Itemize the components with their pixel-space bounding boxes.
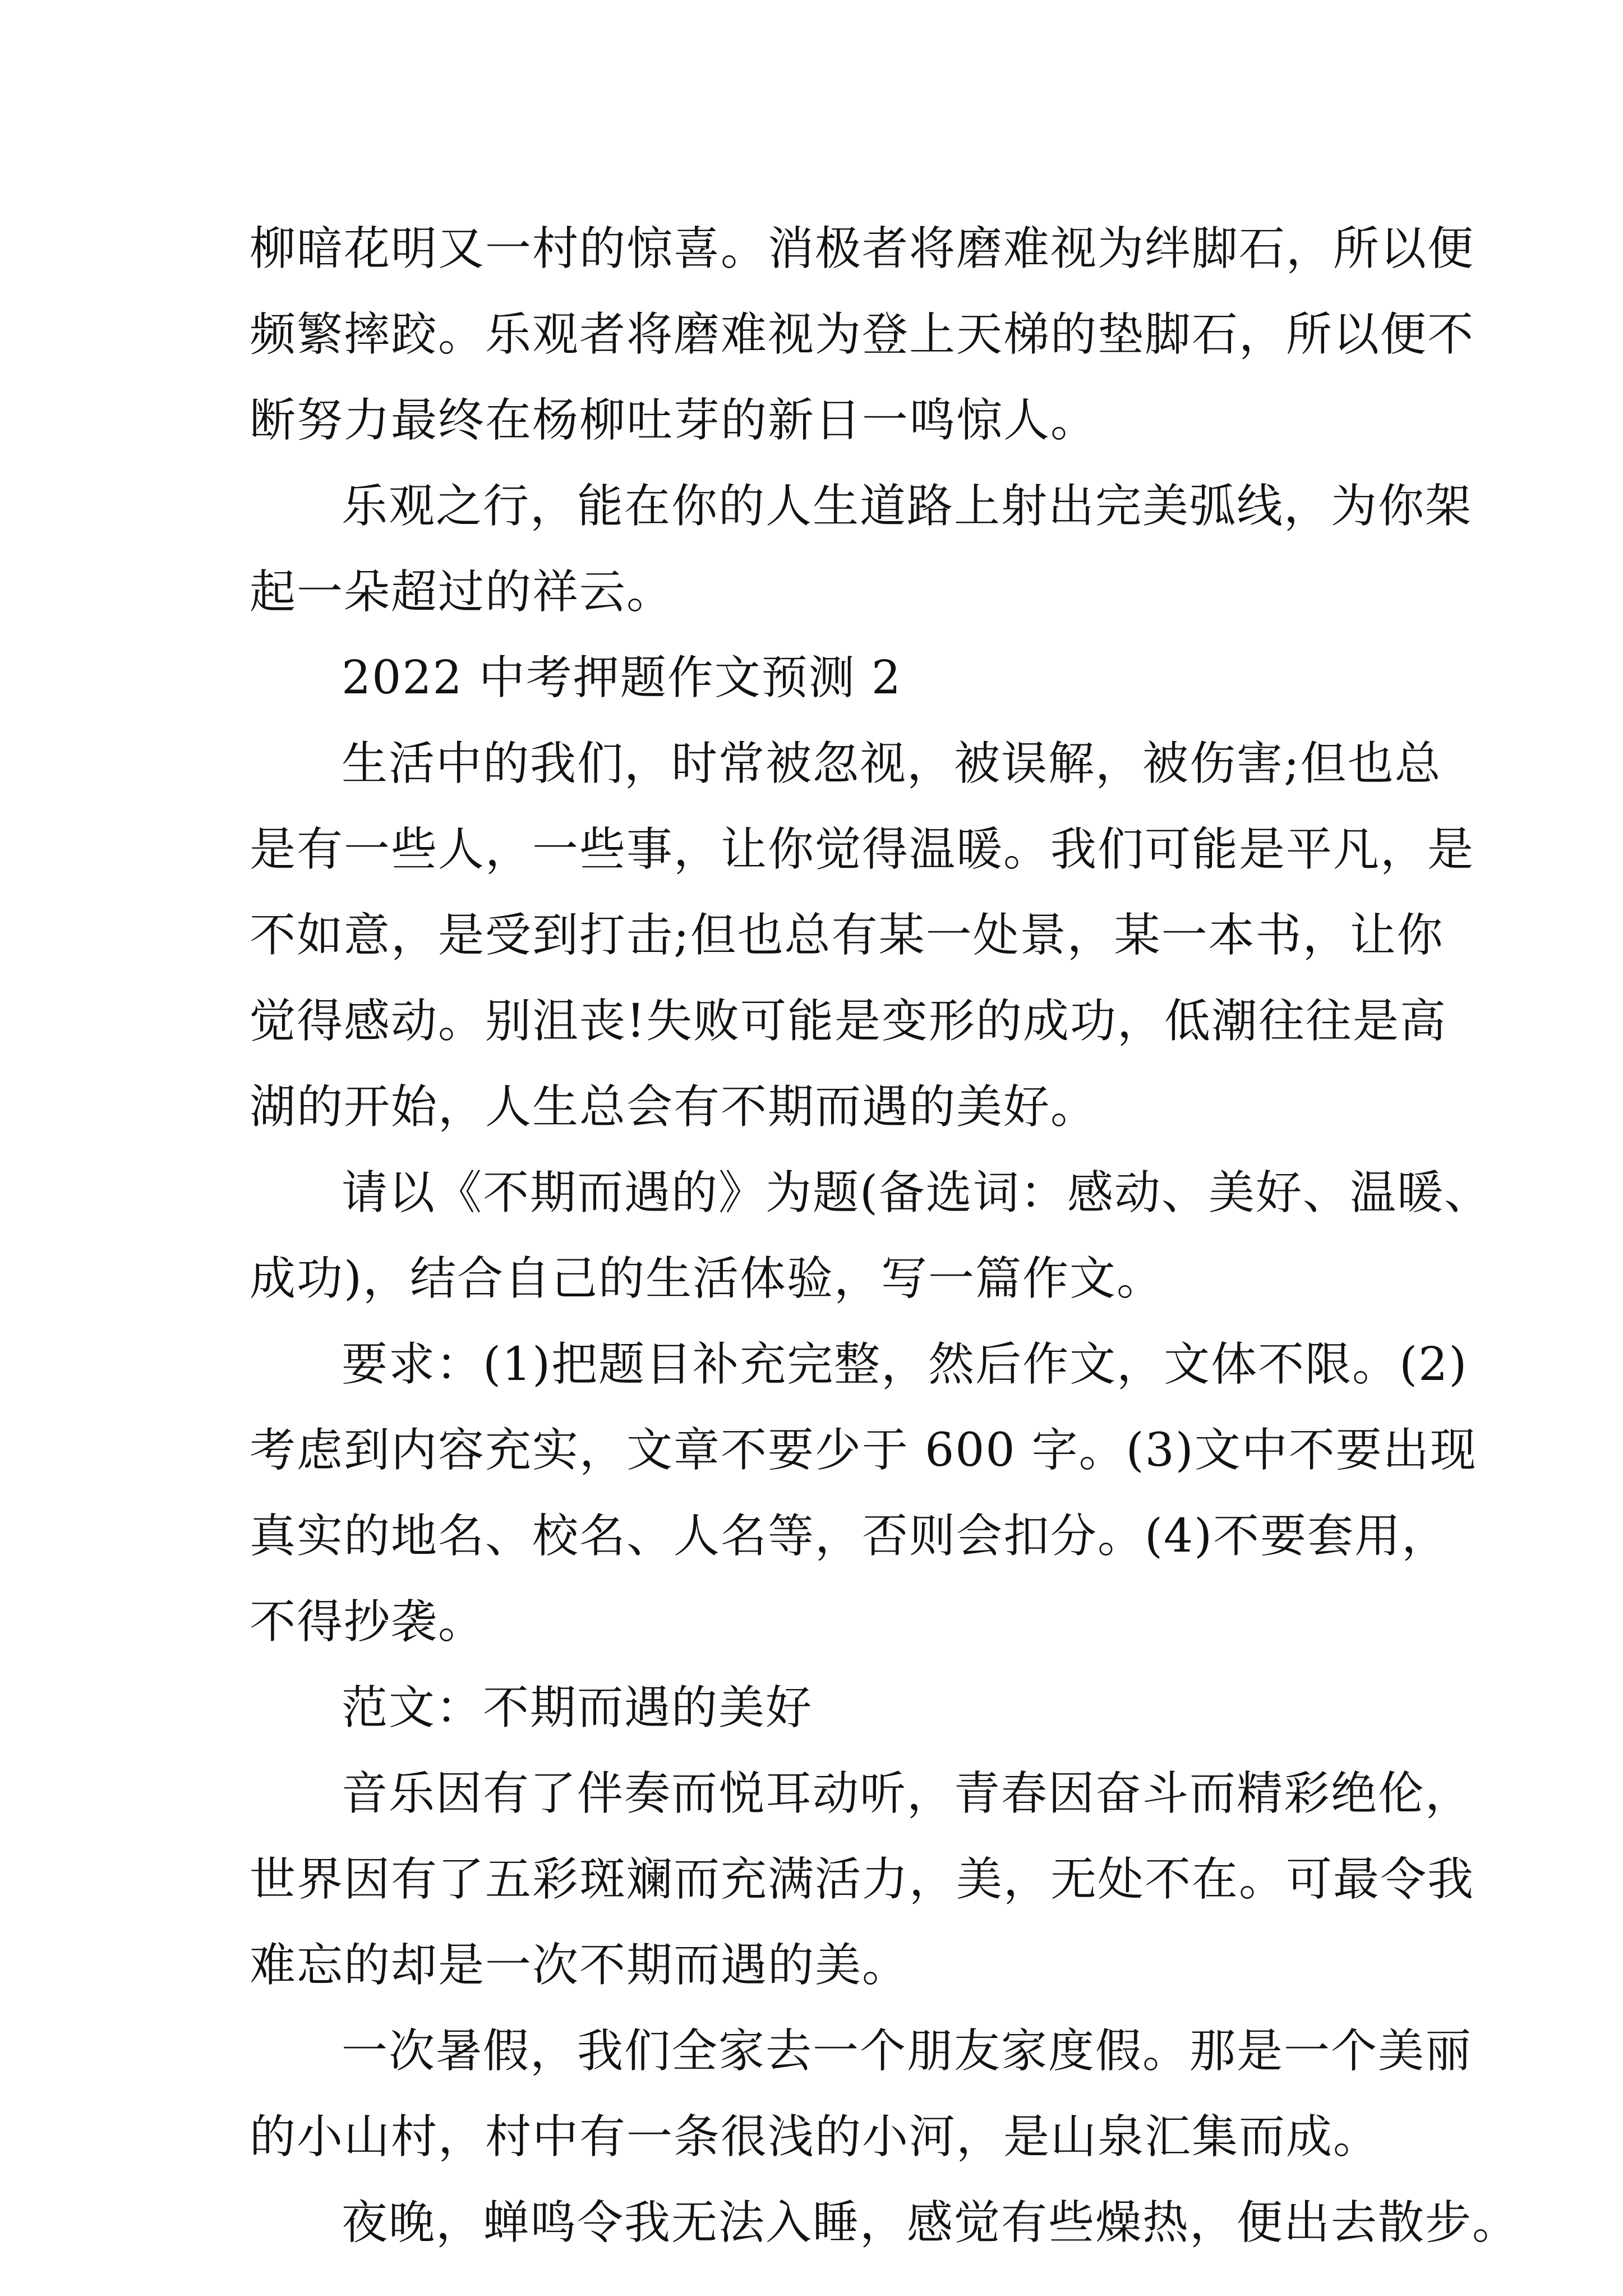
text-line: 音乐因有了伴奏而悦耳动听，青春因奋斗而精彩绝伦，	[342, 1767, 1473, 1820]
text-line: 请以《不期而遇的》为题(备选词：感动、美好、温暖、	[342, 1166, 1491, 1220]
text-line: 真实的地名、校名、人名等，否则会扣分。(4)不要套用，	[250, 1510, 1449, 1563]
text-line: 频繁摔跤。乐观者将磨难视为登上天梯的垫脚石，所以便不	[250, 308, 1475, 361]
text-line: 不得抄袭。	[250, 1595, 486, 1649]
text-line: 的小山村，村中有一条很浅的小河，是山泉汇集而成。	[250, 2110, 1381, 2164]
text-line: 不如意，是受到打击;但也总有某一处景，某一本书，让你	[250, 909, 1444, 962]
text-line: 世界因有了五彩斑斓而充满活力，美，无处不在。可最令我	[250, 1853, 1475, 1906]
text-line: 2022 中考押题作文预测 2	[342, 651, 902, 705]
text-line: 柳暗花明又一村的惊喜。消极者将磨难视为绊脚石，所以便	[250, 222, 1475, 275]
text-line: 乐观之行，能在你的人生道路上射出完美弧线，为你架	[342, 480, 1473, 533]
text-line: 夜晚，蝉鸣令我无法入睡，感觉有些燥热，便出去散步。	[342, 2196, 1520, 2249]
text-line: 一次暑假，我们全家去一个朋友家度假。那是一个美丽	[342, 2024, 1473, 2078]
text-line: 断努力最终在杨柳吐芽的新日一鸣惊人。	[250, 394, 1098, 447]
text-line: 是有一些人，一些事，让你觉得温暖。我们可能是平凡，是	[250, 823, 1475, 876]
text-line: 湖的开始，人生总会有不期而遇的美好。	[250, 1080, 1098, 1134]
text-line: 考虑到内容充实，文章不要少于 600 字。(3)文中不要出现	[250, 1424, 1477, 1477]
text-line: 生活中的我们，时常被忽视，被误解，被伤害;但也总	[342, 737, 1442, 790]
text-line: 难忘的却是一次不期而遇的美。	[250, 1939, 910, 1992]
text-line: 要求：(1)把题目补充完整，然后作文，文体不限。(2)	[342, 1338, 1468, 1391]
text-line: 成功)，结合自己的生活体验，写一篇作文。	[250, 1252, 1164, 1305]
text-line: 范文：不期而遇的美好	[342, 1681, 813, 1734]
text-line: 起一朵超过的祥云。	[250, 565, 674, 619]
text-line: 觉得感动。别沮丧!失败可能是变形的成功，低潮往往是高	[250, 995, 1447, 1048]
document-body	[250, 206, 1520, 2266]
